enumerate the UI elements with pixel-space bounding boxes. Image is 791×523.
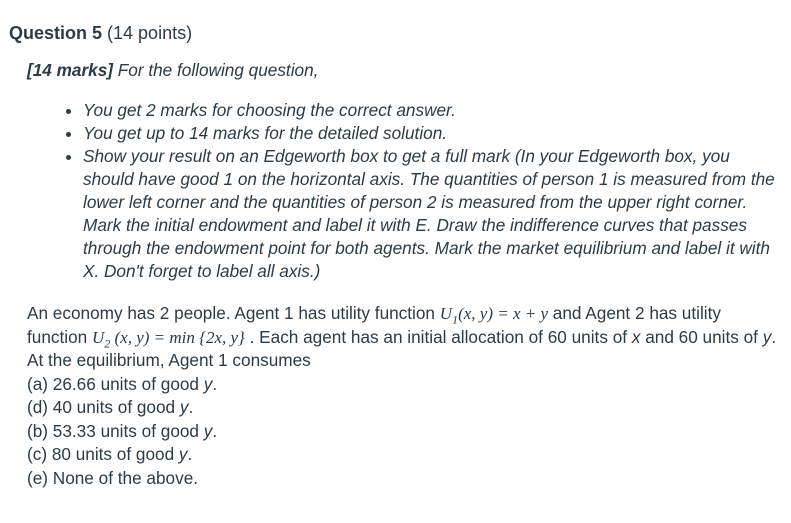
- problem-text-part: . Each agent has an initial allocation of 60 units of: [244, 326, 632, 347]
- answer-option[interactable]: [27, 396, 777, 420]
- utility-function-2: [91, 327, 245, 350]
- rule-item: • You get 2 marks for choosing the correct answer.: [83, 99, 777, 122]
- answer-options: [27, 373, 777, 491]
- math-variable: y: [203, 373, 213, 394]
- intro-text: For the following question,: [113, 60, 319, 80]
- question-header: [9, 21, 192, 45]
- question-points: (14 points): [107, 23, 193, 43]
- option-label: (c) 80 units of good: [27, 444, 179, 464]
- math-symbol: U: [439, 304, 453, 323]
- math-variable: y: [179, 397, 189, 417]
- math-variable: y: [203, 420, 213, 441]
- problem-text-part: . At the equilibrium, Agent 1 consumes: [27, 326, 777, 370]
- answer-option[interactable]: [27, 443, 777, 467]
- option-end: .: [187, 444, 193, 464]
- answer-option[interactable]: [27, 373, 777, 397]
- problem-text-part: and 60 units of: [640, 326, 763, 347]
- rule-item: • You get up to 14 marks for the detailed solution.: [83, 122, 777, 145]
- problem-text-part: and Agent 2 has utility function: [27, 303, 721, 347]
- option-label: (e) None of the above.: [27, 467, 199, 488]
- answer-option[interactable]: [27, 420, 777, 444]
- option-end: .: [212, 373, 218, 394]
- question-title: Question 5: [9, 23, 103, 43]
- option-label: (b) 53.33 units of good: [27, 420, 204, 441]
- utility-function-1: [439, 304, 549, 327]
- rules-list: [27, 99, 777, 283]
- math-variable: y: [762, 326, 772, 347]
- problem-text: [27, 302, 777, 373]
- marks-label: [14 marks]: [27, 60, 113, 80]
- option-label: (a) 26.66 units of good: [27, 373, 204, 394]
- math-variable: y: [178, 444, 188, 464]
- question-body: [27, 58, 777, 490]
- option-end: .: [212, 420, 218, 441]
- problem-text-part: An economy has 2 people. Agent 1 has utility function: [27, 303, 440, 323]
- problem-statement: [27, 302, 777, 490]
- rule-item: • Show your result on an Edgeworth box to get a full mark (In your Edgeworth box, you should have good 1 on the horizontal axis. The quantities of person 1 is measured from the lower left corner and the quantities of person 2 is measured from the upper right corner. Mark the initial endowment and label it with E. Draw the indifference curves that passes through the endowment point for both agents. Mark the market equilibrium and label it with X. Don't forget to label all axis.): [83, 145, 777, 283]
- option-label: (d) 40 units of good: [27, 397, 180, 417]
- answer-option[interactable]: [27, 467, 777, 491]
- math-symbol: U: [91, 327, 105, 347]
- question-intro: [27, 58, 777, 82]
- math-subscript: 2: [104, 335, 111, 350]
- math-variable: x: [631, 326, 641, 347]
- option-end: .: [188, 397, 194, 417]
- math-expression: (x, y) = x + y: [458, 304, 549, 323]
- math-expression: (x, y) = min {2x, y}: [110, 327, 245, 347]
- math-subscript: 1: [452, 312, 459, 327]
